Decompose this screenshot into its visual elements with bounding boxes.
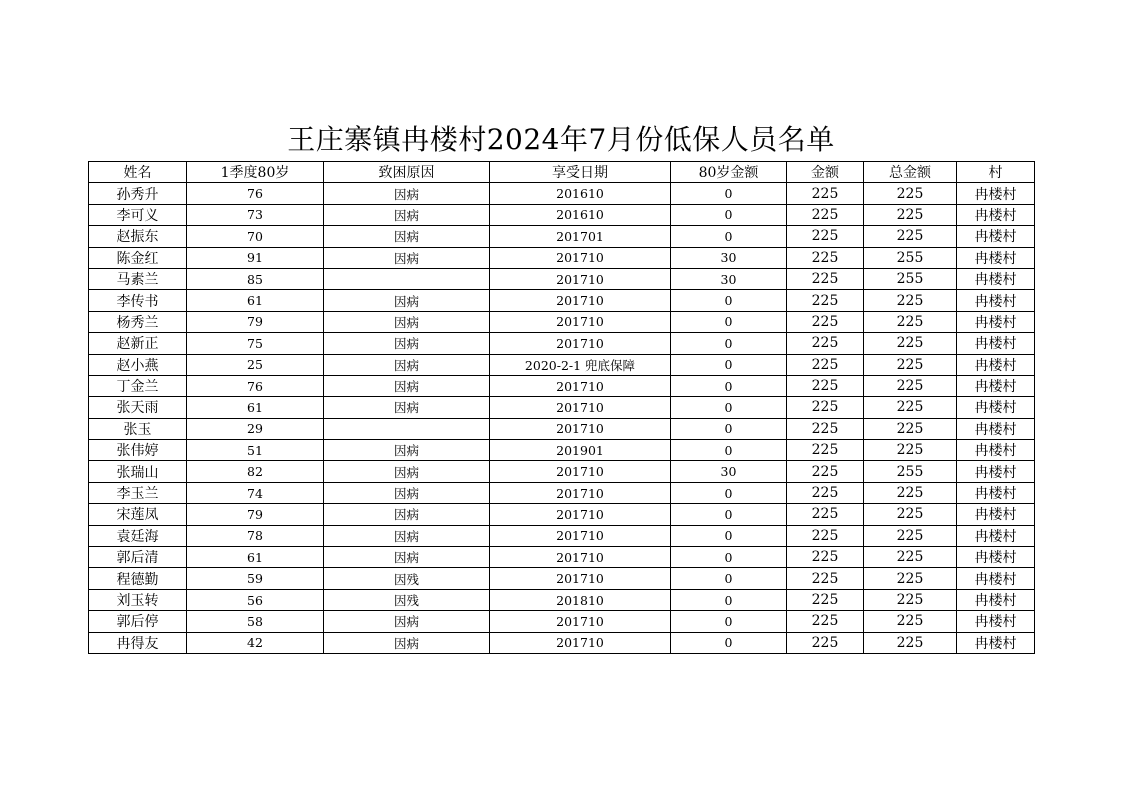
cell-total-amount: 255 <box>864 247 957 268</box>
header-village: 村 <box>957 162 1035 183</box>
cell-q1-age-80: 61 <box>187 290 324 311</box>
cell-amount: 225 <box>787 183 864 204</box>
cell-name: 袁廷海 <box>89 525 187 546</box>
cell-start-date: 201710 <box>490 375 671 396</box>
header-total-amount: 总金额 <box>864 162 957 183</box>
cell-amount: 225 <box>787 375 864 396</box>
cell-amount: 225 <box>787 482 864 503</box>
cell-name: 张伟婷 <box>89 440 187 461</box>
cell-start-date: 201710 <box>490 311 671 332</box>
table-row <box>89 247 1035 268</box>
cell-village: 冉楼村 <box>957 290 1035 311</box>
cell-age-80-amount: 0 <box>671 354 787 375</box>
cell-q1-age-80: 73 <box>187 204 324 225</box>
cell-start-date: 201710 <box>490 525 671 546</box>
table-row <box>89 354 1035 375</box>
cell-village: 冉楼村 <box>957 418 1035 439</box>
cell-amount: 225 <box>787 568 864 589</box>
cell-village: 冉楼村 <box>957 461 1035 482</box>
cell-hardship-reason: 因病 <box>324 611 490 632</box>
table-row <box>89 397 1035 418</box>
cell-start-date: 201710 <box>490 547 671 568</box>
table-row <box>89 611 1035 632</box>
cell-age-80-amount: 0 <box>671 333 787 354</box>
cell-q1-age-80: 85 <box>187 268 324 289</box>
cell-hardship-reason: 因残 <box>324 589 490 610</box>
cell-hardship-reason: 因残 <box>324 568 490 589</box>
cell-total-amount: 225 <box>864 375 957 396</box>
cell-total-amount: 225 <box>864 568 957 589</box>
header-hardship-reason: 致困原因 <box>324 162 490 183</box>
table-row <box>89 375 1035 396</box>
cell-amount: 225 <box>787 611 864 632</box>
cell-start-date: 201610 <box>490 204 671 225</box>
cell-name: 程德勤 <box>89 568 187 589</box>
cell-total-amount: 225 <box>864 333 957 354</box>
table-row <box>89 204 1035 225</box>
cell-amount: 225 <box>787 290 864 311</box>
cell-age-80-amount: 0 <box>671 204 787 225</box>
cell-total-amount: 225 <box>864 482 957 503</box>
cell-name: 赵新正 <box>89 333 187 354</box>
cell-amount: 225 <box>787 461 864 482</box>
cell-total-amount: 225 <box>864 589 957 610</box>
cell-age-80-amount: 0 <box>671 440 787 461</box>
cell-hardship-reason: 因病 <box>324 354 490 375</box>
cell-hardship-reason <box>324 418 490 439</box>
cell-amount: 225 <box>787 589 864 610</box>
cell-q1-age-80: 82 <box>187 461 324 482</box>
cell-name: 赵小燕 <box>89 354 187 375</box>
cell-total-amount: 225 <box>864 397 957 418</box>
cell-hardship-reason: 因病 <box>324 482 490 503</box>
header-start-date: 享受日期 <box>490 162 671 183</box>
cell-hardship-reason: 因病 <box>324 204 490 225</box>
table-row <box>89 568 1035 589</box>
cell-name: 张玉 <box>89 418 187 439</box>
cell-total-amount: 225 <box>864 183 957 204</box>
cell-name: 陈金红 <box>89 247 187 268</box>
cell-village: 冉楼村 <box>957 333 1035 354</box>
cell-village: 冉楼村 <box>957 268 1035 289</box>
cell-village: 冉楼村 <box>957 354 1035 375</box>
cell-hardship-reason: 因病 <box>324 290 490 311</box>
cell-name: 张瑞山 <box>89 461 187 482</box>
cell-amount: 225 <box>787 397 864 418</box>
table-row <box>89 268 1035 289</box>
cell-age-80-amount: 0 <box>671 482 787 503</box>
cell-total-amount: 225 <box>864 418 957 439</box>
cell-age-80-amount: 0 <box>671 504 787 525</box>
cell-age-80-amount: 0 <box>671 525 787 546</box>
cell-hardship-reason: 因病 <box>324 333 490 354</box>
table-row <box>89 183 1035 204</box>
cell-q1-age-80: 61 <box>187 547 324 568</box>
cell-age-80-amount: 0 <box>671 632 787 653</box>
cell-hardship-reason: 因病 <box>324 632 490 653</box>
cell-amount: 225 <box>787 440 864 461</box>
cell-start-date: 201710 <box>490 632 671 653</box>
cell-village: 冉楼村 <box>957 611 1035 632</box>
cell-total-amount: 225 <box>864 440 957 461</box>
cell-hardship-reason: 因病 <box>324 375 490 396</box>
cell-total-amount: 225 <box>864 632 957 653</box>
cell-age-80-amount: 0 <box>671 418 787 439</box>
cell-village: 冉楼村 <box>957 226 1035 247</box>
cell-start-date: 201710 <box>490 397 671 418</box>
cell-hardship-reason: 因病 <box>324 525 490 546</box>
table-row <box>89 589 1035 610</box>
table-row <box>89 547 1035 568</box>
table-row <box>89 311 1035 332</box>
cell-total-amount: 225 <box>864 226 957 247</box>
cell-age-80-amount: 30 <box>671 268 787 289</box>
cell-start-date: 201710 <box>490 247 671 268</box>
cell-amount: 225 <box>787 268 864 289</box>
cell-amount: 225 <box>787 204 864 225</box>
table-header-row <box>89 162 1035 183</box>
cell-q1-age-80: 74 <box>187 482 324 503</box>
cell-total-amount: 255 <box>864 461 957 482</box>
cell-amount: 225 <box>787 247 864 268</box>
cell-name: 郭后清 <box>89 547 187 568</box>
table-row <box>89 440 1035 461</box>
cell-age-80-amount: 30 <box>671 247 787 268</box>
cell-total-amount: 225 <box>864 504 957 525</box>
cell-village: 冉楼村 <box>957 375 1035 396</box>
cell-amount: 225 <box>787 632 864 653</box>
cell-village: 冉楼村 <box>957 482 1035 503</box>
header-age-80-amount: 80岁金额 <box>671 162 787 183</box>
table-row <box>89 525 1035 546</box>
cell-name: 李可义 <box>89 204 187 225</box>
cell-hardship-reason: 因病 <box>324 226 490 247</box>
cell-age-80-amount: 0 <box>671 226 787 247</box>
cell-village: 冉楼村 <box>957 589 1035 610</box>
cell-total-amount: 225 <box>864 290 957 311</box>
cell-hardship-reason: 因病 <box>324 461 490 482</box>
table-row <box>89 290 1035 311</box>
cell-start-date: 201710 <box>490 504 671 525</box>
cell-amount: 225 <box>787 547 864 568</box>
cell-name: 丁金兰 <box>89 375 187 396</box>
document-title: 王庄寨镇冉楼村2024年7月份低保人员名单 <box>287 123 835 156</box>
cell-village: 冉楼村 <box>957 204 1035 225</box>
cell-name: 李玉兰 <box>89 482 187 503</box>
cell-start-date: 201810 <box>490 589 671 610</box>
table-row <box>89 482 1035 503</box>
cell-age-80-amount: 0 <box>671 589 787 610</box>
cell-village: 冉楼村 <box>957 568 1035 589</box>
cell-amount: 225 <box>787 333 864 354</box>
cell-q1-age-80: 79 <box>187 311 324 332</box>
cell-amount: 225 <box>787 226 864 247</box>
cell-amount: 225 <box>787 354 864 375</box>
cell-total-amount: 225 <box>864 311 957 332</box>
cell-name: 冉得友 <box>89 632 187 653</box>
table-body <box>89 183 1035 654</box>
cell-name: 张天雨 <box>89 397 187 418</box>
cell-q1-age-80: 29 <box>187 418 324 439</box>
header-name: 姓名 <box>89 162 187 183</box>
cell-village: 冉楼村 <box>957 632 1035 653</box>
cell-amount: 225 <box>787 504 864 525</box>
cell-village: 冉楼村 <box>957 247 1035 268</box>
table-row <box>89 504 1035 525</box>
cell-age-80-amount: 30 <box>671 461 787 482</box>
cell-start-date: 201710 <box>490 268 671 289</box>
table-row <box>89 461 1035 482</box>
cell-q1-age-80: 75 <box>187 333 324 354</box>
cell-name: 杨秀兰 <box>89 311 187 332</box>
cell-hardship-reason: 因病 <box>324 440 490 461</box>
cell-name: 马素兰 <box>89 268 187 289</box>
cell-q1-age-80: 25 <box>187 354 324 375</box>
cell-hardship-reason: 因病 <box>324 397 490 418</box>
cell-start-date: 201710 <box>490 461 671 482</box>
cell-village: 冉楼村 <box>957 504 1035 525</box>
cell-age-80-amount: 0 <box>671 311 787 332</box>
cell-hardship-reason <box>324 268 490 289</box>
cell-village: 冉楼村 <box>957 183 1035 204</box>
cell-name: 赵振东 <box>89 226 187 247</box>
cell-total-amount: 225 <box>864 611 957 632</box>
cell-start-date: 201710 <box>490 333 671 354</box>
header-q1-age-80: 1季度80岁 <box>187 162 324 183</box>
cell-start-date: 2020-2-1 兜底保障 <box>490 354 671 375</box>
cell-q1-age-80: 51 <box>187 440 324 461</box>
cell-q1-age-80: 58 <box>187 611 324 632</box>
cell-start-date: 201710 <box>490 290 671 311</box>
cell-q1-age-80: 79 <box>187 504 324 525</box>
cell-q1-age-80: 70 <box>187 226 324 247</box>
cell-village: 冉楼村 <box>957 397 1035 418</box>
cell-amount: 225 <box>787 525 864 546</box>
cell-q1-age-80: 42 <box>187 632 324 653</box>
cell-age-80-amount: 0 <box>671 611 787 632</box>
cell-q1-age-80: 61 <box>187 397 324 418</box>
cell-start-date: 201901 <box>490 440 671 461</box>
cell-name: 李传书 <box>89 290 187 311</box>
cell-q1-age-80: 91 <box>187 247 324 268</box>
cell-hardship-reason: 因病 <box>324 504 490 525</box>
cell-q1-age-80: 76 <box>187 375 324 396</box>
cell-village: 冉楼村 <box>957 525 1035 546</box>
cell-q1-age-80: 78 <box>187 525 324 546</box>
cell-age-80-amount: 0 <box>671 183 787 204</box>
cell-name: 宋莲凤 <box>89 504 187 525</box>
subsidy-roster-table <box>88 161 1035 654</box>
cell-total-amount: 225 <box>864 204 957 225</box>
cell-amount: 225 <box>787 311 864 332</box>
cell-age-80-amount: 0 <box>671 568 787 589</box>
cell-total-amount: 225 <box>864 547 957 568</box>
cell-village: 冉楼村 <box>957 547 1035 568</box>
cell-age-80-amount: 0 <box>671 290 787 311</box>
cell-age-80-amount: 0 <box>671 547 787 568</box>
cell-q1-age-80: 76 <box>187 183 324 204</box>
table-row <box>89 226 1035 247</box>
cell-start-date: 201710 <box>490 568 671 589</box>
cell-start-date: 201710 <box>490 418 671 439</box>
cell-start-date: 201710 <box>490 482 671 503</box>
cell-age-80-amount: 0 <box>671 397 787 418</box>
cell-village: 冉楼村 <box>957 440 1035 461</box>
cell-total-amount: 255 <box>864 268 957 289</box>
cell-total-amount: 225 <box>864 525 957 546</box>
cell-name: 郭后停 <box>89 611 187 632</box>
cell-amount: 225 <box>787 418 864 439</box>
cell-hardship-reason: 因病 <box>324 547 490 568</box>
cell-village: 冉楼村 <box>957 311 1035 332</box>
table-row <box>89 418 1035 439</box>
cell-q1-age-80: 56 <box>187 589 324 610</box>
table-row <box>89 632 1035 653</box>
cell-name: 刘玉转 <box>89 589 187 610</box>
cell-age-80-amount: 0 <box>671 375 787 396</box>
cell-total-amount: 225 <box>864 354 957 375</box>
cell-hardship-reason: 因病 <box>324 311 490 332</box>
cell-start-date: 201710 <box>490 611 671 632</box>
cell-hardship-reason: 因病 <box>324 247 490 268</box>
cell-start-date: 201610 <box>490 183 671 204</box>
cell-start-date: 201701 <box>490 226 671 247</box>
table-row <box>89 333 1035 354</box>
cell-name: 孙秀升 <box>89 183 187 204</box>
header-amount: 金额 <box>787 162 864 183</box>
cell-q1-age-80: 59 <box>187 568 324 589</box>
cell-hardship-reason: 因病 <box>324 183 490 204</box>
